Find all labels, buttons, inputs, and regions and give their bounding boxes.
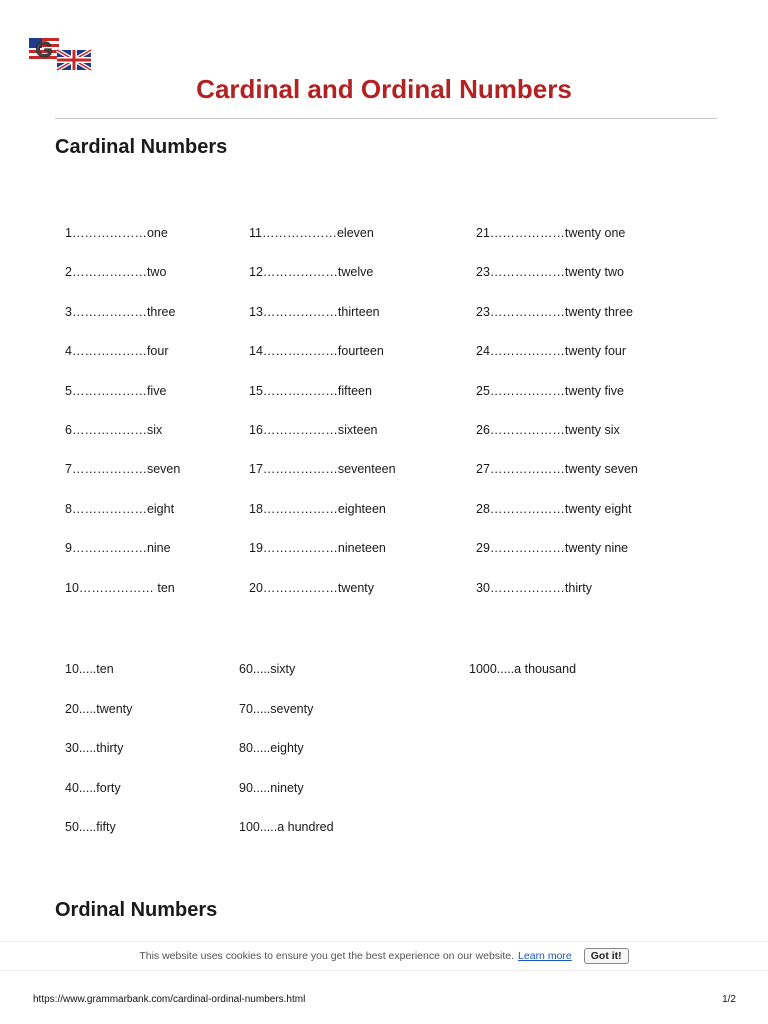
cardinal-number-item: 6………………six <box>65 423 163 437</box>
tens-number-item: 100.....a hundred <box>239 820 334 834</box>
cardinal-number-item: 30………………thirty <box>476 580 592 595</box>
cardinal-number-item: 5………………five <box>65 383 167 398</box>
cardinal-number-item: 19………………nineteen <box>249 541 386 556</box>
cardinal-numbers-heading: Cardinal Numbers <box>55 136 228 158</box>
cardinal-number-item: 29………………twenty nine <box>476 541 629 556</box>
cardinal-number-item: 14………………fourteen <box>249 344 384 359</box>
cardinal-number-item: 23………………twenty two <box>476 265 624 280</box>
ordinal-numbers-heading: Ordinal Numbers <box>55 899 218 921</box>
tens-number-item: 60.....sixty <box>239 662 296 676</box>
cardinal-number-item: 11………………eleven <box>249 226 374 240</box>
cardinal-number-item: 25………………twenty five <box>476 383 624 398</box>
cardinal-number-item: 1………………one <box>65 226 168 240</box>
logo-flags-icon <box>27 36 95 72</box>
footer-url: https://www.grammarbank.com/cardinal-ordinal-numbers.html <box>33 994 306 1005</box>
cardinal-number-item: 3………………three <box>65 304 176 319</box>
tens-number-item: 30.....thirty <box>65 741 124 755</box>
cardinal-number-item: 28………………twenty eight <box>476 501 632 516</box>
cardinal-number-item: 15………………fifteen <box>249 383 372 398</box>
got-it-button[interactable]: Got it! <box>584 948 629 964</box>
cardinal-number-item: 12………………twelve <box>249 265 374 280</box>
tens-number-item: 40.....forty <box>65 780 121 795</box>
page-title: Cardinal and Ordinal Numbers <box>196 74 572 104</box>
cardinal-number-item: 27………………twenty seven <box>476 462 638 477</box>
tens-number-item: 20.....twenty <box>65 701 133 716</box>
page-number: 1/2 <box>722 994 736 1005</box>
cardinal-number-item: 8………………eight <box>65 501 175 516</box>
svg-text:G: G <box>35 37 53 62</box>
cookie-banner <box>0 941 768 971</box>
tens-number-item: 80.....eighty <box>239 741 304 755</box>
cardinal-number-item: 9………………nine <box>65 541 171 556</box>
cardinal-number-item: 24………………twenty four <box>476 344 627 359</box>
tens-number-item: 50.....fifty <box>65 820 116 834</box>
cardinal-number-item: 26………………twenty six <box>476 423 620 437</box>
cardinal-number-item: 18………………eighteen <box>249 501 386 516</box>
cardinal-number-item: 2………………two <box>65 265 167 280</box>
tens-number-item: 1000.....a thousand <box>469 662 577 676</box>
tens-number-item: 70.....seventy <box>239 701 314 716</box>
cardinal-number-item: 4………………four <box>65 344 169 359</box>
tens-number-item: 90.....ninety <box>239 780 304 795</box>
site-logo[interactable] <box>27 36 95 72</box>
learn-more-link[interactable]: Learn more <box>518 950 572 962</box>
cardinal-number-item: 21………………twenty one <box>476 226 626 240</box>
cardinal-number-item: 16………………sixteen <box>249 423 378 437</box>
cardinal-number-item: 20………………twenty <box>249 580 375 595</box>
cardinal-number-item: 23………………twenty three <box>476 304 633 319</box>
cardinal-number-item: 7………………seven <box>65 462 181 477</box>
cardinal-number-item: 17………………seventeen <box>249 462 396 477</box>
title-divider <box>55 118 717 119</box>
tens-number-item: 10.....ten <box>65 662 114 676</box>
cardinal-number-item: 13………………thirteen <box>249 304 380 319</box>
cookie-message: This website uses cookies to ensure you get the best experience on our website. <box>139 950 515 962</box>
cardinal-number-item: 10……………… ten <box>65 580 175 595</box>
